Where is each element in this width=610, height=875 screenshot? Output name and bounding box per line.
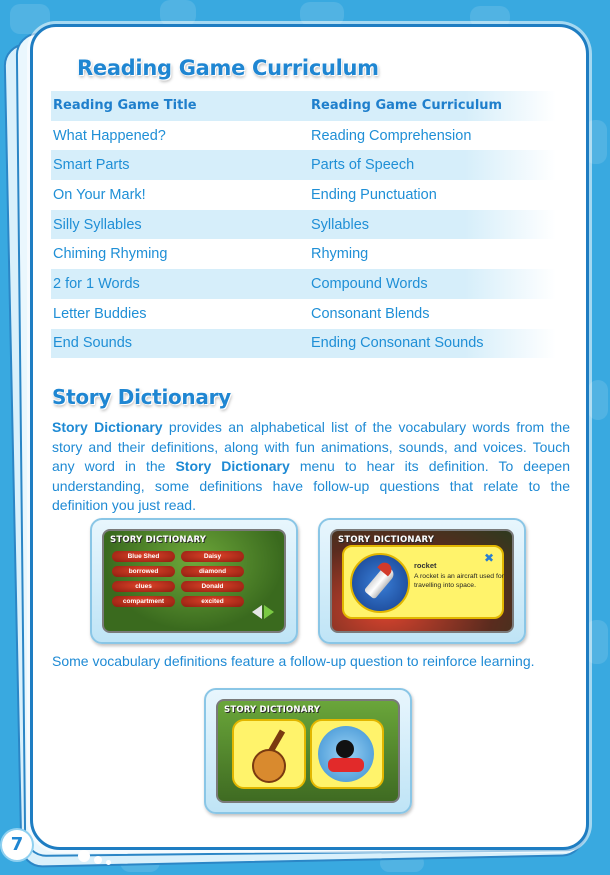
table-row <box>51 299 556 329</box>
game-curriculum-cell: Syllables <box>311 216 370 233</box>
word-button: Donald <box>181 581 244 592</box>
game-curriculum-cell: Ending Consonant Sounds <box>311 335 484 352</box>
arrow-right-icon <box>264 605 274 619</box>
game-curriculum-cell: Consonant Blends <box>311 305 430 322</box>
header-game-title: Reading Game Title <box>53 98 197 114</box>
dictionary-definition-screenshot <box>318 518 526 644</box>
word-grid <box>112 551 244 607</box>
screen-title: STORY DICTIONARY <box>224 705 321 715</box>
word-button: borrowed <box>112 566 175 577</box>
decorative-bubble <box>106 860 111 865</box>
table-header-row <box>51 91 556 121</box>
close-icon: ✖ <box>483 551 494 565</box>
screenshot-screen <box>216 699 400 803</box>
game-title-cell: What Happened? <box>53 127 166 144</box>
table-row <box>51 180 556 210</box>
body-text: menu to hear its definition. To deepen understanding, some definitions have follow-up questions that relate to the definition you just read. <box>52 458 570 513</box>
definition-text: A rocket is an aircraft used for travelling into space. <box>414 573 504 589</box>
word-button: Blue Shed <box>112 551 175 562</box>
screenshot-screen <box>330 529 514 633</box>
word-button: diamond <box>181 566 244 577</box>
screen-title: STORY DICTIONARY <box>110 535 207 545</box>
decorative-bubble <box>94 856 102 864</box>
curriculum-title: Reading Game Curriculum <box>77 56 379 80</box>
word-button: compartment <box>112 596 175 607</box>
background-shape <box>300 2 344 26</box>
game-curriculum-cell: Parts of Speech <box>311 157 415 174</box>
word-button: excited <box>181 596 244 607</box>
dictionary-word-list-screenshot <box>90 518 298 644</box>
game-title-cell: On Your Mark! <box>53 186 146 203</box>
table-row <box>51 329 556 359</box>
table-row <box>51 121 556 151</box>
table-row <box>51 150 556 180</box>
background-shape <box>160 0 196 26</box>
curriculum-table <box>51 91 556 358</box>
body-text: provides an alphabetical list of the vocabulary words from the story and their definitions, along with fun animations, sounds, and voices. Touch any word in the <box>52 419 570 474</box>
definition-popup <box>342 545 504 619</box>
rocket-icon <box>350 553 410 613</box>
game-curriculum-cell: Compound Words <box>311 275 428 292</box>
dictionary-question-screenshot <box>204 688 412 814</box>
game-curriculum-cell: Rhyming <box>311 246 369 263</box>
header-game-curriculum: Reading Game Curriculum <box>311 98 503 114</box>
bold-term: Story Dictionary <box>52 419 163 435</box>
word-button: Daisy <box>181 551 244 562</box>
page-number: 7 <box>2 830 32 860</box>
table-row <box>51 239 556 269</box>
screenshot-screen <box>102 529 286 633</box>
decorative-bubble <box>78 850 90 862</box>
game-curriculum-cell: Ending Punctuation <box>311 186 437 203</box>
page-arrows <box>252 605 274 619</box>
game-title-cell: End Sounds <box>53 335 133 352</box>
game-title-cell: Letter Buddies <box>53 305 147 322</box>
table-row <box>51 269 556 299</box>
bold-term: Story Dictionary <box>175 458 290 474</box>
game-title-cell: 2 for 1 Words <box>53 275 140 292</box>
background-shape <box>588 380 608 420</box>
background-shape <box>586 620 608 664</box>
car-choice-icon <box>310 719 384 789</box>
word-button: clues <box>112 581 175 592</box>
dictionary-title: Story Dictionary <box>52 385 231 409</box>
game-title-cell: Smart Parts <box>53 157 130 174</box>
arrow-left-icon <box>252 605 262 619</box>
follow-up-description: Some vocabulary definitions feature a follow-up question to reinforce learning. <box>52 653 535 669</box>
game-title-cell: Silly Syllables <box>53 216 142 233</box>
definition-word: rocket <box>414 561 437 570</box>
guitar-choice-icon <box>232 719 306 789</box>
game-curriculum-cell: Reading Comprehension <box>311 127 472 144</box>
screen-title: STORY DICTIONARY <box>338 535 435 545</box>
dictionary-description <box>52 418 570 516</box>
game-title-cell: Chiming Rhyming <box>53 246 168 263</box>
table-row <box>51 210 556 240</box>
